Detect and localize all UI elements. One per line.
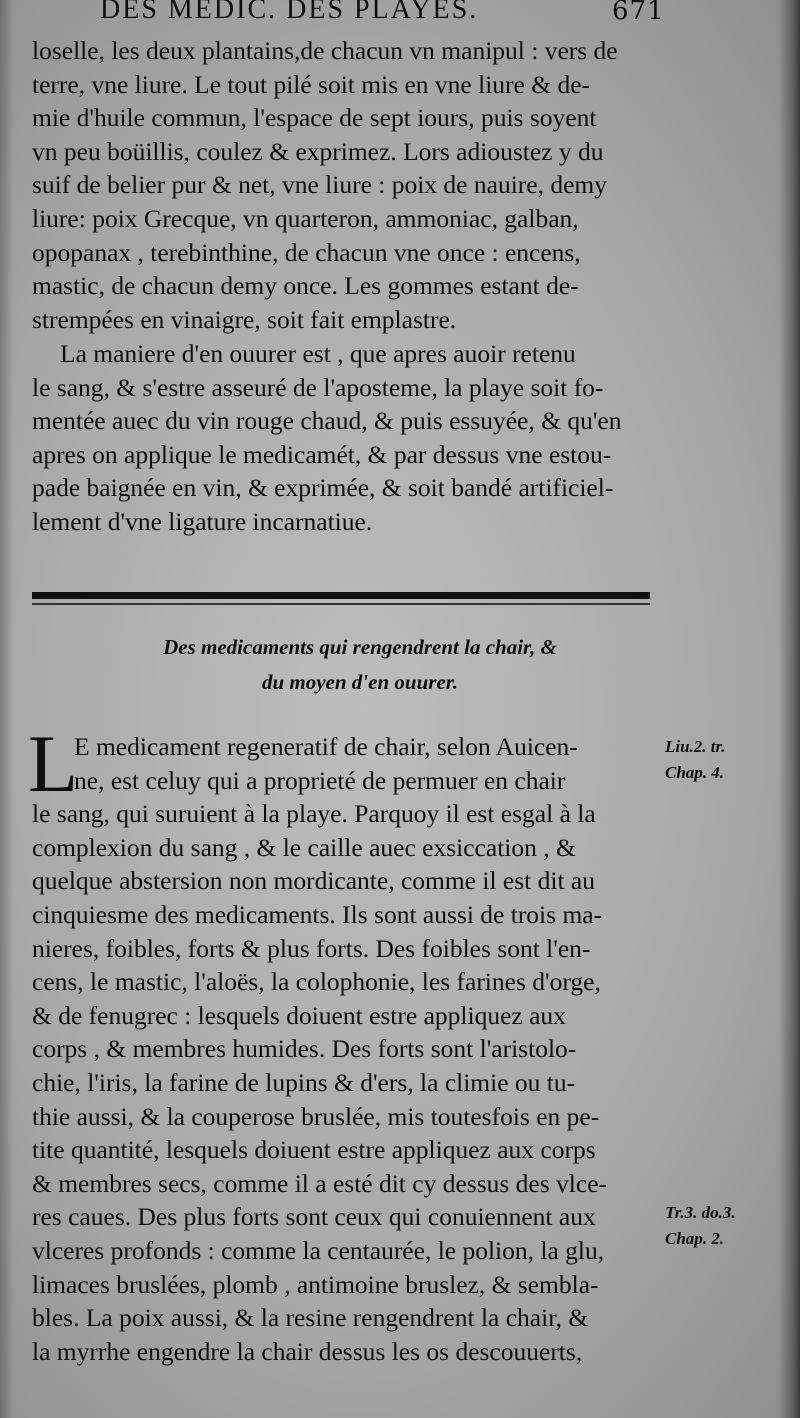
text-line: & membres secs, comme il a esté dit cy dessus des vlce- <box>32 1168 608 1198</box>
text-line: lement d'vne ligature incarnatiue. <box>32 506 373 536</box>
text-line: ne, est celuy qui a proprieté de permuer en chair <box>74 765 566 795</box>
margin-note-reference <box>665 1200 736 1252</box>
text-line: mastic, de chacun demy once. Les gommes estant de- <box>32 271 579 301</box>
chapter-title <box>100 630 620 700</box>
text-line: E medicament regeneratif de chair, selon Auicen- <box>74 732 578 761</box>
text-line: opopanax , terebinthine, de chacun vne once : encens, <box>32 237 581 267</box>
chapter-title-line: Des medicaments qui rengendrent la chair, & <box>163 635 557 659</box>
paragraph-2 <box>32 337 662 539</box>
text-line: mie d'huile commun, l'espace de sept iours, puis soyent <box>32 103 597 133</box>
text-line: nieres, foibles, forts & plus forts. Des foibles sont l'en- <box>32 933 591 963</box>
text-line: pade baignée en vin, & exprimée, & soit bandé artificiel- <box>32 473 614 503</box>
text-line: le sang, qui suruient à la playe. Parquoy il est esgal à la <box>32 799 596 829</box>
text-line: liure: poix Grecque, vn quarteron, ammoniac, galban, <box>32 203 579 233</box>
chapter-title-line: du moyen d'en ouurer. <box>261 670 459 694</box>
paragraph-1 <box>32 34 662 336</box>
margin-note-reference <box>665 734 725 786</box>
margin-note-line: Chap. 2. <box>665 1229 725 1248</box>
text-line: La maniere d'en ouurer est , que apres auoir retenu <box>60 339 576 368</box>
text-line: res caues. Des plus forts sont ceux qui conuiennent aux <box>32 1202 596 1232</box>
text-line: loselle, les deux plantains,de chacun vn manipul : vers de <box>32 36 618 65</box>
text-line: vlceres profonds : comme la centaurée, le polion, la glu, <box>32 1235 605 1265</box>
margin-note-line: Liu.2. tr. <box>665 737 726 756</box>
drop-cap: L <box>28 718 79 809</box>
text-line: chie, l'iris, la farine de lupins & d'ers, la climie ou tu- <box>32 1067 576 1097</box>
text-line: bles. La poix aussi, & la resine rengendrent la chair, & <box>32 1303 589 1333</box>
text-line: mentée auec du vin rouge chaud, & puis essuyée, & qu'en <box>32 406 622 436</box>
page-number: 671 <box>612 0 665 26</box>
text-line: apres on applique le medicamét, & par dessus vne estou- <box>32 439 612 469</box>
running-head: DES MEDIC. DES PLAYES. <box>100 0 479 25</box>
section-divider-thin <box>32 603 650 605</box>
text-line: cens, le mastic, l'aloës, la colophonie, les farines d'orge, <box>32 967 601 997</box>
text-line: vn peu boüillis, coulez & exprimez. Lors adioustez y du <box>32 136 604 166</box>
text-line: cinquiesme des medicaments. Ils sont aussi de trois ma- <box>32 899 603 929</box>
text-line: quelque abstersion non mordicante, comme il est dit au <box>32 866 595 896</box>
text-line: corps , & membres humides. Des forts sont l'aristolo- <box>32 1034 577 1064</box>
text-line: complexion du sang , & le caille auec exsiccation , & <box>32 832 576 862</box>
text-line: & de fenugrec : lesquels doiuent estre appliquez aux <box>32 1000 566 1030</box>
text-line: terre, vne liure. Le tout pilé soit mis en vne liure & de- <box>32 69 590 99</box>
text-line: limaces bruslées, plomb , antimoine bruslez, & sembla- <box>32 1269 599 1299</box>
page-edge-shadow <box>778 0 800 1418</box>
text-line: suif de belier pur & net, vne liure : poix de nauire, demy <box>32 170 607 200</box>
text-line: tite quantité, lesquels doiuent estre appliquez aux corps <box>32 1135 596 1165</box>
paragraph-3 <box>32 730 662 1368</box>
margin-note-line: Chap. 4. <box>665 763 725 782</box>
text-line: thie aussi, & la couperose bruslée, mis toutesfois en pe- <box>32 1101 600 1131</box>
text-line: le sang, & s'estre asseuré de l'aposteme, la playe soit fo- <box>32 372 604 402</box>
text-line: la myrrhe engendre la chair dessus les os descouuerts, <box>32 1336 583 1366</box>
text-line: strempées en vinaigre, soit fait emplastre. <box>32 304 457 334</box>
page-gutter-shadow <box>0 0 14 1418</box>
section-divider <box>32 592 650 599</box>
margin-note-line: Tr.3. do.3. <box>665 1203 736 1222</box>
